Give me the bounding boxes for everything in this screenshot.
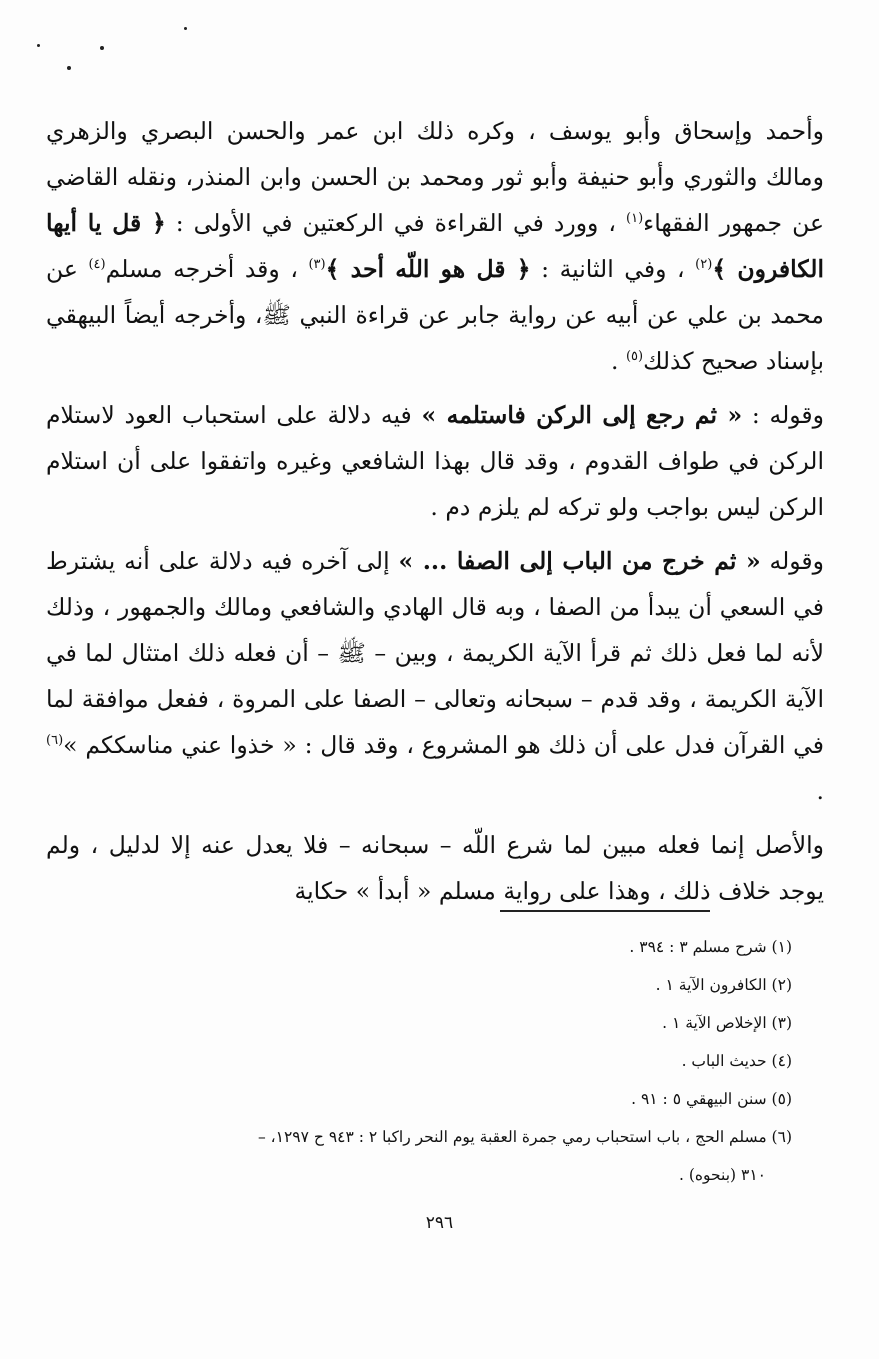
hadith-quote: « ثم رجع إلى الركن فاستلمه » [421, 401, 743, 429]
text-run: إلى آخره فيه دلالة على أنه يشترط في السعي أن يبدأ من الصفا ، وبه قال الهادي والشافعي ومالك والجمهور ، وذلك لأنه لما فعل ذلك ثم قرأ الآية الكريمة ، وبين – ﷺ – أن فعله ذلك امتثال لما في الآية الكريمة ، وقد قدم – سبحانه وتعالى – الصفا على المروة ، ففعل موافقة لما في القرآن فدل على أن ذلك هو المشروع ، وقد قال : « خذوا عني مناسككم » [46, 547, 824, 759]
footnote-ref[interactable]: (١) [626, 211, 644, 227]
footnote-divider [500, 910, 710, 912]
text-run: وأحمد وإسحاق وأبو يوسف ، وكره ذلك ابن عمر والحسن البصري والزهري ومالك والثوري وأبو حنيفة وأبو ثور ومحمد بن الحسن وابن المنذر، ونقله القاضي عن جمهور الفقهاء [46, 117, 825, 237]
paragraph-2 [46, 392, 824, 530]
footnote-2: (٢) الكافرون الآية ١ . [655, 976, 792, 994]
footnotes [40, 928, 792, 1194]
page-number: ٢٩٦ [425, 1213, 454, 1233]
footnote-1: (١) شرح مسلم ٣ : ٣٩٤ . [629, 938, 792, 956]
footnote-ref[interactable]: (٦) [46, 733, 64, 749]
scan-speck [100, 46, 104, 50]
text-run: ، وفي الثانية : [530, 255, 696, 283]
text-run: ، وقد أخرجه مسلم [105, 255, 309, 283]
scan-speck [184, 27, 187, 30]
paragraph-1 [46, 108, 824, 384]
scan-speck [37, 44, 40, 47]
main-text [46, 108, 824, 914]
hadith-quote: « ثم خرج من الباب إلى الصفا ... » [398, 547, 761, 575]
footnote-3: (٣) الإخلاص الآية ١ . [662, 1014, 792, 1032]
quran-quote: ﴿ قل هو اللّه أحد ﴾ [325, 255, 531, 283]
footnote-ref[interactable]: (٤) [88, 257, 106, 273]
footnote-6: (٦) مسلم الحج ، باب استحباب رمي جمرة العقبة يوم النحر راكبا ٢ : ٩٤٣ ح ١٢٩٧، – [257, 1128, 792, 1146]
text-run: ، وورد في القراءة في الركعتين في الأولى : [165, 209, 626, 237]
footnote-6-continuation: ٣١٠ (بنحوه) . [679, 1166, 766, 1184]
footnote-ref[interactable]: (٥) [625, 349, 644, 365]
text-run: وقوله [760, 547, 824, 575]
paragraph-3 [46, 538, 824, 814]
text-run: والأصل إنما فعله مبين لما شرع اللّه – سبحانه – فلا يعدل عنه إلا لدليل ، ولم يوجد خلاف ذلك ، وهذا على رواية مسلم « أبدأ » حكاية [46, 831, 824, 905]
footnote-5: (٥) سنن البيهقي ٥ : ٩١ . [631, 1090, 792, 1108]
text-run: وقوله : [742, 401, 824, 429]
footnote-ref[interactable]: (٢) [695, 257, 713, 273]
text-run: فيه دلالة على استحباب العود لاستلام الركن في طواف القدوم ، وقد قال بهذا الشافعي وغيره واتفقوا على أن استلام الركن ليس بواجب ولو تركه لم يلزم دم . [46, 401, 824, 521]
paragraph-4 [46, 822, 824, 914]
footnote-4: (٤) حديث الباب . [681, 1052, 792, 1070]
scan-speck [67, 66, 71, 70]
text-run: عن محمد بن علي عن أبيه عن رواية جابر عن قراءة النبي ﷺ، وأخرجه أيضاً البيهقي بإسناد صحيح كذلك [46, 255, 824, 375]
text-run: . [610, 347, 626, 375]
text-run: . [816, 777, 824, 805]
quran-quote: ﴿ قل يا أيها الكافرون ﴾ [46, 209, 824, 283]
footnote-ref[interactable]: (٣) [308, 257, 326, 273]
